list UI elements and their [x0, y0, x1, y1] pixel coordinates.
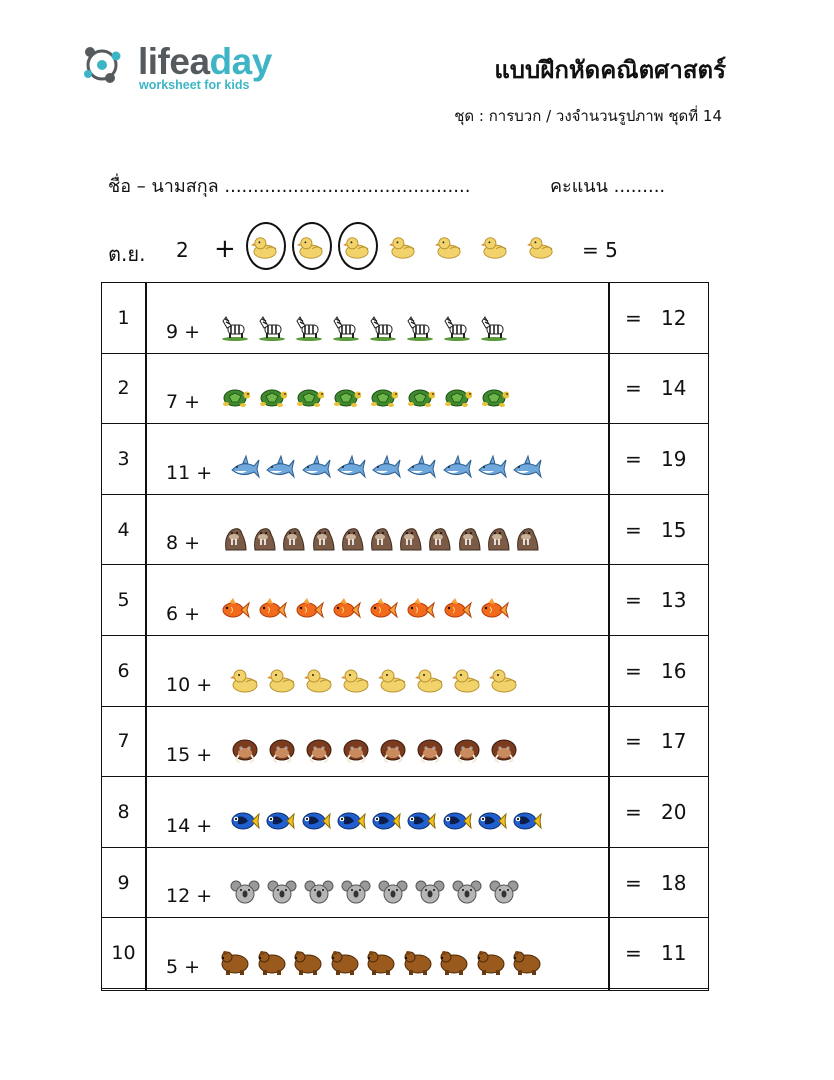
duck-icon	[267, 666, 297, 694]
koala-icon	[489, 877, 519, 905]
duck-icon	[434, 234, 464, 260]
zebra-icon	[331, 313, 361, 341]
duck-icon	[452, 666, 482, 694]
lifeaday-logo	[82, 40, 282, 96]
bear-icon	[476, 948, 506, 976]
question-result: 15	[661, 517, 687, 542]
equals-sign: =	[625, 517, 642, 542]
question-start: 8 +	[166, 532, 201, 555]
example-label: ต.ย.	[108, 242, 146, 266]
question-row	[102, 707, 708, 778]
bear-icon	[330, 948, 360, 976]
bear-icon	[220, 948, 250, 976]
zebra-icon	[294, 313, 324, 341]
duck-icon	[230, 666, 260, 694]
equals-sign: =	[625, 729, 642, 754]
worksheet-subtitle: ชุด : การบวก / วงจำนวนรูปภาพ ชุดที่ 14	[454, 107, 722, 125]
goldfish-icon	[257, 595, 287, 623]
question-row	[102, 848, 708, 919]
question-result: 13	[661, 588, 687, 613]
question-start: 5 +	[166, 955, 201, 978]
koala-icon	[304, 877, 334, 905]
question-result: 14	[661, 376, 687, 401]
duck-icon	[388, 234, 418, 260]
shark-icon	[512, 454, 542, 482]
question-start: 6 +	[166, 602, 201, 625]
mammoth-icon	[489, 736, 519, 764]
question-number: 2	[117, 377, 130, 400]
walrus-icon	[249, 524, 279, 552]
example-start-number: 2	[176, 238, 189, 262]
turtle-icon	[479, 383, 509, 411]
blue-fish-icon	[371, 807, 401, 835]
icon-group[interactable]	[230, 736, 519, 766]
duck-icon	[250, 234, 280, 260]
koala-icon	[267, 877, 297, 905]
question-result: 17	[661, 729, 687, 754]
goldfish-icon	[368, 595, 398, 623]
question-row	[102, 777, 708, 848]
column-divider	[608, 283, 610, 990]
mammoth-icon	[452, 736, 482, 764]
equals-sign: =	[625, 376, 642, 401]
duck-icon	[526, 234, 556, 260]
duck-icon	[296, 234, 326, 260]
question-start: 14 +	[166, 814, 213, 837]
bear-icon	[366, 948, 396, 976]
goldfish-icon	[405, 595, 435, 623]
turtle-icon	[331, 383, 361, 411]
blue-fish-icon	[230, 807, 260, 835]
mammoth-icon	[230, 736, 260, 764]
icon-group[interactable]	[220, 595, 509, 625]
zebra-icon	[220, 313, 250, 341]
question-row	[102, 283, 708, 354]
duck-icon	[378, 666, 408, 694]
shark-icon	[301, 454, 331, 482]
turtle-icon	[368, 383, 398, 411]
column-divider	[145, 283, 147, 990]
question-number: 8	[117, 800, 130, 823]
example-result: = 5	[582, 238, 618, 262]
question-result: 18	[661, 870, 687, 895]
shark-icon	[265, 454, 295, 482]
duck-icon	[341, 666, 371, 694]
mammoth-icon	[341, 736, 371, 764]
icon-group[interactable]	[230, 666, 519, 696]
duck-icon	[342, 234, 372, 260]
mammoth-icon	[415, 736, 445, 764]
walrus-icon	[220, 524, 250, 552]
question-row	[102, 495, 708, 566]
walrus-icon	[512, 524, 542, 552]
equals-sign: =	[625, 305, 642, 330]
question-number: 3	[117, 447, 130, 470]
equals-sign: =	[625, 941, 642, 966]
bear-icon	[512, 948, 542, 976]
question-result: 16	[661, 658, 687, 683]
equals-sign: =	[625, 870, 642, 895]
walrus-icon	[424, 524, 454, 552]
question-number: 4	[117, 518, 130, 541]
logo-wordmark-part2: day	[209, 41, 272, 82]
question-start: 11 +	[166, 461, 213, 484]
logo-tagline: worksheet for kids	[139, 78, 250, 92]
blue-fish-icon	[512, 807, 542, 835]
equals-sign: =	[625, 799, 642, 824]
shark-icon	[371, 454, 401, 482]
bear-icon	[439, 948, 469, 976]
question-start: 7 +	[166, 391, 201, 414]
duck-icon	[489, 666, 519, 694]
zebra-icon	[257, 313, 287, 341]
question-start: 10 +	[166, 673, 213, 696]
equals-sign: =	[625, 658, 642, 683]
blue-fish-icon	[477, 807, 507, 835]
icon-group[interactable]	[230, 454, 542, 484]
logo-wordmark-part1: lifea	[138, 41, 210, 82]
question-result: 12	[661, 305, 687, 330]
shark-icon	[230, 454, 260, 482]
goldfish-icon	[331, 595, 361, 623]
icon-group[interactable]	[220, 524, 542, 554]
question-number: 9	[117, 871, 130, 894]
mammoth-icon	[304, 736, 334, 764]
blue-fish-icon	[406, 807, 436, 835]
shark-icon	[336, 454, 366, 482]
goldfish-icon	[442, 595, 472, 623]
shark-icon	[406, 454, 436, 482]
koala-icon	[415, 877, 445, 905]
zebra-icon	[442, 313, 472, 341]
question-number: 5	[117, 589, 130, 612]
mammoth-icon	[378, 736, 408, 764]
zebra-icon	[368, 313, 398, 341]
equals-sign: =	[625, 588, 642, 613]
walrus-icon	[454, 524, 484, 552]
walrus-icon	[366, 524, 396, 552]
icon-group[interactable]	[230, 807, 542, 837]
question-number: 7	[117, 730, 130, 753]
question-start: 9 +	[166, 320, 201, 343]
zebra-icon	[405, 313, 435, 341]
walrus-icon	[395, 524, 425, 552]
question-row	[102, 424, 708, 495]
question-result: 20	[661, 799, 687, 824]
question-number: 10	[111, 942, 136, 965]
duck-icon	[480, 234, 510, 260]
koala-icon	[378, 877, 408, 905]
icon-group[interactable]	[220, 948, 542, 978]
question-row	[102, 636, 708, 707]
logo-network-icon	[82, 40, 132, 90]
question-row	[102, 565, 708, 636]
shark-icon	[477, 454, 507, 482]
shark-icon	[442, 454, 472, 482]
icon-group[interactable]	[230, 877, 519, 907]
name-field[interactable]: ชื่อ – นามสกุล ...........................................	[108, 176, 471, 197]
question-start: 15 +	[166, 744, 213, 767]
question-result: 19	[661, 446, 687, 471]
duck-icon	[415, 666, 445, 694]
bear-icon	[257, 948, 287, 976]
walrus-icon	[483, 524, 513, 552]
turtle-icon	[405, 383, 435, 411]
walrus-icon	[337, 524, 367, 552]
goldfish-icon	[479, 595, 509, 623]
koala-icon	[341, 877, 371, 905]
question-result: 11	[661, 941, 687, 966]
koala-icon	[230, 877, 260, 905]
bear-icon	[403, 948, 433, 976]
icon-group[interactable]	[220, 383, 509, 413]
mammoth-icon	[267, 736, 297, 764]
blue-fish-icon	[301, 807, 331, 835]
question-table	[101, 282, 709, 991]
blue-fish-icon	[442, 807, 472, 835]
blue-fish-icon	[265, 807, 295, 835]
equals-sign: =	[625, 446, 642, 471]
walrus-icon	[308, 524, 338, 552]
question-row	[102, 918, 708, 989]
duck-icon	[304, 666, 334, 694]
worksheet-title: แบบฝึกหัดคณิตศาสตร์	[494, 56, 726, 84]
walrus-icon	[278, 524, 308, 552]
goldfish-icon	[220, 595, 250, 623]
goldfish-icon	[294, 595, 324, 623]
turtle-icon	[442, 383, 472, 411]
question-start: 12 +	[166, 885, 213, 908]
turtle-icon	[257, 383, 287, 411]
bear-icon	[293, 948, 323, 976]
koala-icon	[452, 877, 482, 905]
question-number: 1	[117, 306, 130, 329]
question-number: 6	[117, 659, 130, 682]
icon-group[interactable]	[220, 313, 509, 343]
example-plus-sign: +	[214, 234, 236, 264]
blue-fish-icon	[336, 807, 366, 835]
turtle-icon	[220, 383, 250, 411]
example-row	[108, 220, 728, 276]
turtle-icon	[294, 383, 324, 411]
zebra-icon	[479, 313, 509, 341]
score-field[interactable]: คะแนน .........	[550, 176, 666, 197]
question-row	[102, 354, 708, 425]
